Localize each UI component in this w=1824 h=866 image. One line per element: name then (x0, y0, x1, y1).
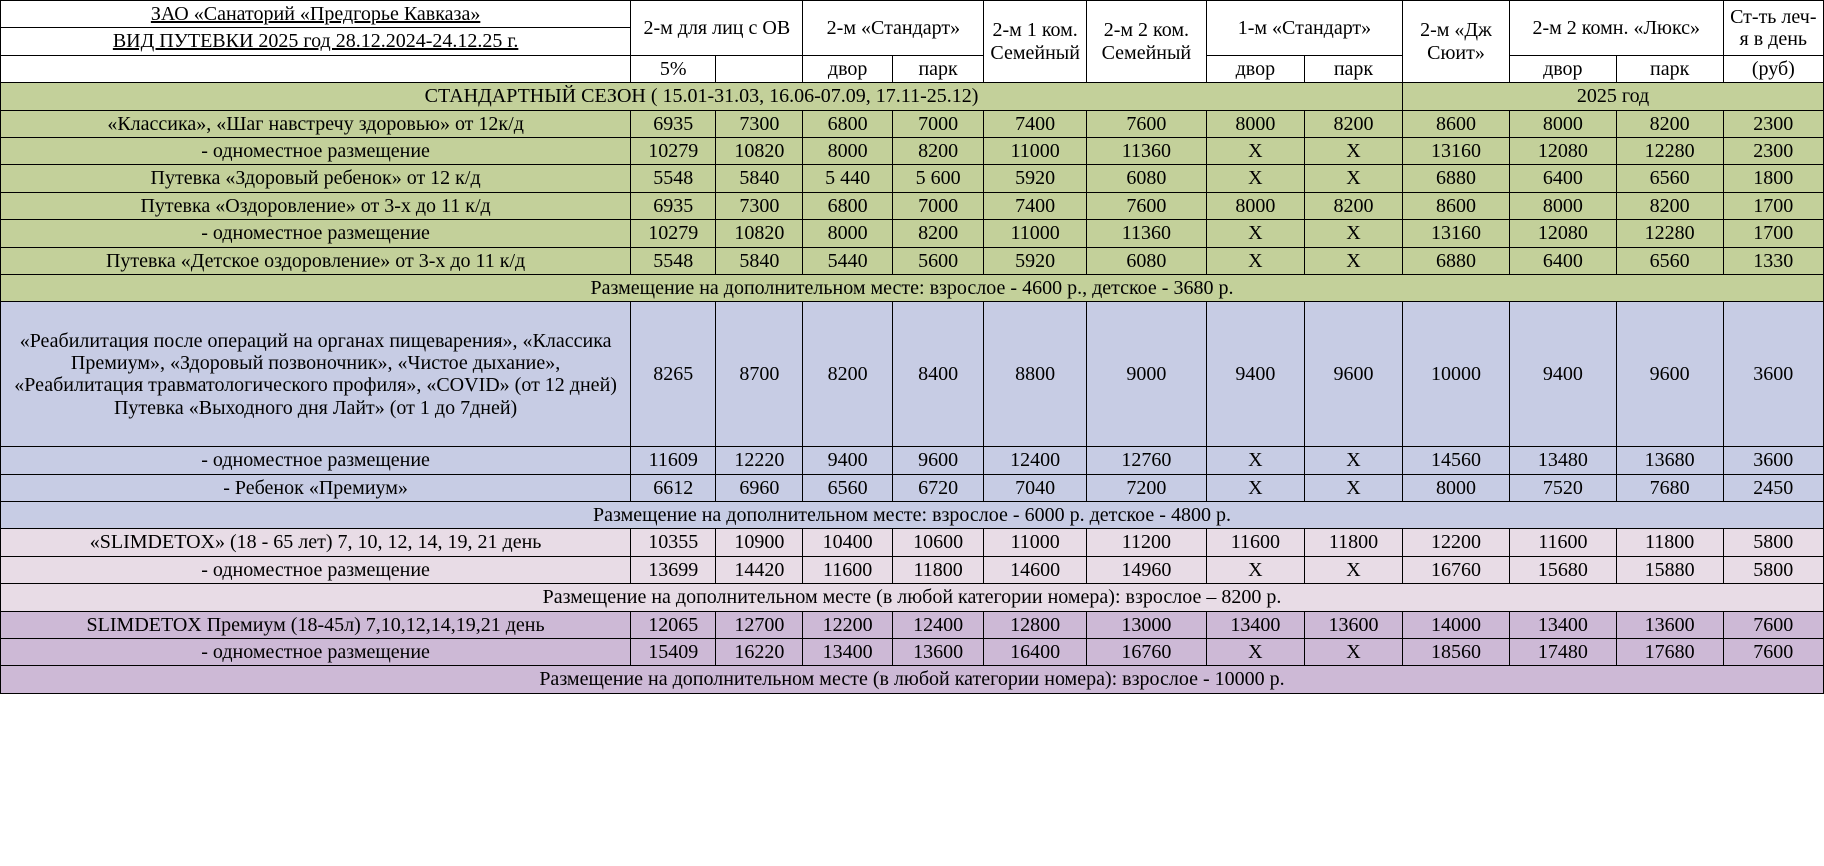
cell-value: Х (1206, 165, 1304, 192)
cell-value: 8600 (1403, 192, 1510, 219)
cell-value: 15409 (631, 639, 716, 666)
cell-value: 5800 (1723, 556, 1823, 583)
cell-value: 11000 (984, 529, 1086, 556)
cell-value: 7000 (892, 192, 984, 219)
cell-value: 8000 (1403, 474, 1510, 501)
cell-value: 5800 (1723, 529, 1823, 556)
cell-value: 11360 (1086, 137, 1206, 164)
header-row-3 (1, 55, 1824, 82)
cell-value: 12800 (984, 611, 1086, 638)
cell-value: 11609 (631, 447, 716, 474)
extra-bed-note-row (1, 666, 1824, 693)
cell-value: 5548 (631, 247, 716, 274)
cell-value: Х (1304, 447, 1402, 474)
header-row-1 (1, 1, 1824, 28)
cell-value: 9400 (1206, 302, 1304, 447)
row-label: SLIMDETOX Премиум (18-45л) 7,10,12,14,19,21 день (1, 611, 631, 638)
table-row (1, 639, 1824, 666)
table-row (1, 611, 1824, 638)
cell-value: 8200 (1616, 110, 1723, 137)
cell-value: 12280 (1616, 220, 1723, 247)
cell-value: 6080 (1086, 247, 1206, 274)
cell-value: 13160 (1403, 220, 1510, 247)
col-sub-standard-park: парк (892, 55, 984, 82)
cell-value: 6560 (803, 474, 892, 501)
cell-value: Х (1304, 220, 1402, 247)
cell-value: 8200 (1304, 192, 1402, 219)
cell-value: 11600 (803, 556, 892, 583)
cell-value: 6880 (1403, 247, 1510, 274)
cell-value: 7680 (1616, 474, 1723, 501)
cell-value: 6800 (803, 192, 892, 219)
cell-value: Х (1304, 556, 1402, 583)
cell-value: Х (1304, 639, 1402, 666)
col-sub-single-park: парк (1304, 55, 1402, 82)
cell-value: Х (1304, 165, 1402, 192)
cell-value: 5920 (984, 165, 1086, 192)
cell-value: 6560 (1616, 165, 1723, 192)
cell-value: 7400 (984, 192, 1086, 219)
row-label: - одноместное размещение (1, 447, 631, 474)
col-group-treatment-cost: Ст-ть леч-я в день (1723, 1, 1823, 56)
table-row (1, 247, 1824, 274)
col-sub-standard-yard: двор (803, 55, 892, 82)
cell-value: 10820 (716, 220, 803, 247)
cell-value: 18560 (1403, 639, 1510, 666)
cell-value: 17680 (1616, 639, 1723, 666)
cell-value: 9000 (1086, 302, 1206, 447)
cell-value: Х (1304, 137, 1402, 164)
cell-value: 10820 (716, 137, 803, 164)
table-row (1, 447, 1824, 474)
cell-value: 13600 (1616, 611, 1723, 638)
cell-value: 2300 (1723, 137, 1823, 164)
cell-value: 9600 (892, 447, 984, 474)
cell-value: 12760 (1086, 447, 1206, 474)
cell-value: 6400 (1509, 247, 1616, 274)
cell-value: 13680 (1616, 447, 1723, 474)
cell-value: 15880 (1616, 556, 1723, 583)
cell-value: 13600 (892, 639, 984, 666)
cell-value: 6560 (1616, 247, 1723, 274)
table-row (1, 137, 1824, 164)
cell-value: 13400 (803, 639, 892, 666)
cell-value: 11600 (1509, 529, 1616, 556)
cell-value: 11800 (1304, 529, 1402, 556)
cell-value: 7600 (1723, 611, 1823, 638)
cell-value: Х (1206, 639, 1304, 666)
col-sub-treatment-units: (руб) (1723, 55, 1823, 82)
cell-value: 2450 (1723, 474, 1823, 501)
col-group-ov: 2-м для лиц с ОВ (631, 1, 803, 56)
cell-value: 12200 (1403, 529, 1510, 556)
cell-value: Х (1206, 220, 1304, 247)
season-banner-year: 2025 год (1403, 83, 1824, 110)
cell-value: 13400 (1206, 611, 1304, 638)
cell-value: 9400 (1509, 302, 1616, 447)
row-label: - одноместное размещение (1, 220, 631, 247)
cell-value: 9600 (1616, 302, 1723, 447)
cell-value: 11000 (984, 220, 1086, 247)
cell-value: 10355 (631, 529, 716, 556)
cell-value: Х (1206, 556, 1304, 583)
cell-value: 6400 (1509, 165, 1616, 192)
cell-value: 1330 (1723, 247, 1823, 274)
cell-value: 1800 (1723, 165, 1823, 192)
cell-value: 7520 (1509, 474, 1616, 501)
table-body (1, 83, 1824, 694)
cell-value: 14560 (1403, 447, 1510, 474)
cell-value: 13160 (1403, 137, 1510, 164)
cell-value: 12065 (631, 611, 716, 638)
cell-value: 8700 (716, 302, 803, 447)
cell-value: 12700 (716, 611, 803, 638)
cell-value: 13480 (1509, 447, 1616, 474)
cell-value: 14000 (1403, 611, 1510, 638)
cell-value: 12080 (1509, 137, 1616, 164)
cell-value: 8200 (892, 137, 984, 164)
cell-value: 8000 (1509, 192, 1616, 219)
table-row (1, 110, 1824, 137)
cell-value: 6080 (1086, 165, 1206, 192)
cell-value: 8200 (1304, 110, 1402, 137)
cell-value: 8600 (1403, 110, 1510, 137)
row-label: - Ребенок «Премиум» (1, 474, 631, 501)
cell-value: 5440 (803, 247, 892, 274)
row-label: «SLIMDETOX» (18 - 65 лет) 7, 10, 12, 14, 19, 21 день (1, 529, 631, 556)
row-label: - одноместное размещение (1, 137, 631, 164)
col-group-lux: 2-м 2 комн. «Люкс» (1509, 1, 1723, 56)
cell-value: 11600 (1206, 529, 1304, 556)
table-row (1, 165, 1824, 192)
cell-value: Х (1206, 447, 1304, 474)
cell-value: 11800 (1616, 529, 1723, 556)
org-title: ЗАО «Санаторий «Предгорье Кавказа» (1, 1, 631, 28)
cell-value: 5548 (631, 165, 716, 192)
cell-value: 12080 (1509, 220, 1616, 247)
cell-value: 7600 (1723, 639, 1823, 666)
cell-value: 14420 (716, 556, 803, 583)
cell-value: Х (1206, 137, 1304, 164)
cell-value: 12280 (1616, 137, 1723, 164)
cell-value: 6960 (716, 474, 803, 501)
cell-value: 14960 (1086, 556, 1206, 583)
col-sub-ov-blank (716, 55, 803, 82)
cell-value: 8200 (1616, 192, 1723, 219)
cell-value: 6935 (631, 110, 716, 137)
cell-value: 1700 (1723, 220, 1823, 247)
cell-value: 2300 (1723, 110, 1823, 137)
table-row (1, 556, 1824, 583)
cell-value: 8000 (1206, 110, 1304, 137)
cell-value: 9600 (1304, 302, 1402, 447)
cell-value: 5840 (716, 165, 803, 192)
extra-bed-note: Размещение на дополнительном месте (в любой категории номера): взрослое - 10000 р. (1, 666, 1824, 693)
cell-value: 7400 (984, 110, 1086, 137)
row-label: - одноместное размещение (1, 556, 631, 583)
cell-value: 13600 (1304, 611, 1402, 638)
cell-value: 6800 (803, 110, 892, 137)
col-sub-ov-5: 5% (631, 55, 716, 82)
col-group-family-2room: 2-м 2 ком. Семейный (1086, 1, 1206, 83)
table-row (1, 220, 1824, 247)
table-row (1, 302, 1824, 447)
cell-value: 15680 (1509, 556, 1616, 583)
cell-value: 12400 (984, 447, 1086, 474)
cell-value: 10600 (892, 529, 984, 556)
cell-value: 13000 (1086, 611, 1206, 638)
cell-value: 6612 (631, 474, 716, 501)
cell-value: 16400 (984, 639, 1086, 666)
col-group-junior-suite: 2-м «Дж Сюит» (1403, 1, 1510, 83)
cell-value: 8000 (803, 137, 892, 164)
table-row (1, 192, 1824, 219)
cell-value: 6935 (631, 192, 716, 219)
row-label: Путевка «Оздоровление» от 3-х до 11 к/д (1, 192, 631, 219)
cell-value: 12220 (716, 447, 803, 474)
cell-value: 10900 (716, 529, 803, 556)
extra-bed-note: Размещение на дополнительном месте (в любой категории номера): взрослое – 8200 р. (1, 584, 1824, 611)
season-banner-row (1, 83, 1824, 110)
col-sub-lux-yard: двор (1509, 55, 1616, 82)
cell-value: 10279 (631, 137, 716, 164)
col-sub-single-yard: двор (1206, 55, 1304, 82)
col-group-standard: 2-м «Стандарт» (803, 1, 984, 56)
row-label: «Реабилитация после операций на органах пищеварения», «Классика Премиум», «Здоровый позвоночник», «Чистое дыхание», «Реабилитация травматологического профиля», «COVID» (от 12 дней) Путевка «Выходного дня Лайт» (от 1 до 7дней) (1, 302, 631, 447)
cell-value: 7300 (716, 192, 803, 219)
cell-value: 16220 (716, 639, 803, 666)
cell-value: 1700 (1723, 192, 1823, 219)
cell-value: 12400 (892, 611, 984, 638)
extra-bed-note: Размещение на дополнительном месте: взрослое - 6000 р. детское - 4800 р. (1, 502, 1824, 529)
cell-value: 7000 (892, 110, 984, 137)
voucher-title: ВИД ПУТЕВКИ 2025 год 28.12.2024-24.12.25 г. (1, 28, 631, 55)
row-label: «Классика», «Шаг навстречу здоровью» от 12к/д (1, 110, 631, 137)
cell-value: 5920 (984, 247, 1086, 274)
cell-value: Х (1304, 247, 1402, 274)
cell-value: 12200 (803, 611, 892, 638)
cell-value: 6720 (892, 474, 984, 501)
cell-value: 7300 (716, 110, 803, 137)
header-spacer (1, 55, 631, 82)
row-label: Путевка «Здоровый ребенок» от 12 к/д (1, 165, 631, 192)
cell-value: 7600 (1086, 110, 1206, 137)
cell-value: 17480 (1509, 639, 1616, 666)
cell-value: 13400 (1509, 611, 1616, 638)
cell-value: Х (1304, 474, 1402, 501)
cell-value: Х (1206, 474, 1304, 501)
cell-value: 7040 (984, 474, 1086, 501)
cell-value: 3600 (1723, 302, 1823, 447)
cell-value: Х (1206, 247, 1304, 274)
extra-bed-note-row (1, 584, 1824, 611)
row-label: - одноместное размещение (1, 639, 631, 666)
cell-value: 8200 (803, 302, 892, 447)
cell-value: 3600 (1723, 447, 1823, 474)
col-group-family-1room: 2-м 1 ком. Семейный (984, 1, 1086, 83)
cell-value: 16760 (1086, 639, 1206, 666)
table-header (1, 1, 1824, 83)
cell-value: 5 600 (892, 165, 984, 192)
table-row (1, 474, 1824, 501)
cell-value: 11000 (984, 137, 1086, 164)
cell-value: 16760 (1403, 556, 1510, 583)
season-banner-text: СТАНДАРТНЫЙ СЕЗОН ( 15.01-31.03, 16.06-07.09, 17.11-25.12) (1, 83, 1403, 110)
cell-value: 7200 (1086, 474, 1206, 501)
cell-value: 5600 (892, 247, 984, 274)
cell-value: 13699 (631, 556, 716, 583)
col-group-single-standard: 1-м «Стандарт» (1206, 1, 1402, 56)
cell-value: 8400 (892, 302, 984, 447)
cell-value: 11200 (1086, 529, 1206, 556)
cell-value: 6880 (1403, 165, 1510, 192)
extra-bed-note-row (1, 502, 1824, 529)
extra-bed-note-row (1, 274, 1824, 301)
cell-value: 14600 (984, 556, 1086, 583)
cell-value: 8265 (631, 302, 716, 447)
cell-value: 5840 (716, 247, 803, 274)
cell-value: 10279 (631, 220, 716, 247)
row-label: Путевка «Детское оздоровление» от 3-х до 11 к/д (1, 247, 631, 274)
cell-value: 10000 (1403, 302, 1510, 447)
cell-value: 10400 (803, 529, 892, 556)
cell-value: 8800 (984, 302, 1086, 447)
cell-value: 8200 (892, 220, 984, 247)
cell-value: 9400 (803, 447, 892, 474)
extra-bed-note: Размещение на дополнительном месте: взрослое - 4600 р., детское - 3680 р. (1, 274, 1824, 301)
cell-value: 8000 (803, 220, 892, 247)
col-sub-lux-park: парк (1616, 55, 1723, 82)
cell-value: 8000 (1509, 110, 1616, 137)
cell-value: 7600 (1086, 192, 1206, 219)
cell-value: 11800 (892, 556, 984, 583)
cell-value: 8000 (1206, 192, 1304, 219)
cell-value: 11360 (1086, 220, 1206, 247)
table-row (1, 529, 1824, 556)
cell-value: 5 440 (803, 165, 892, 192)
